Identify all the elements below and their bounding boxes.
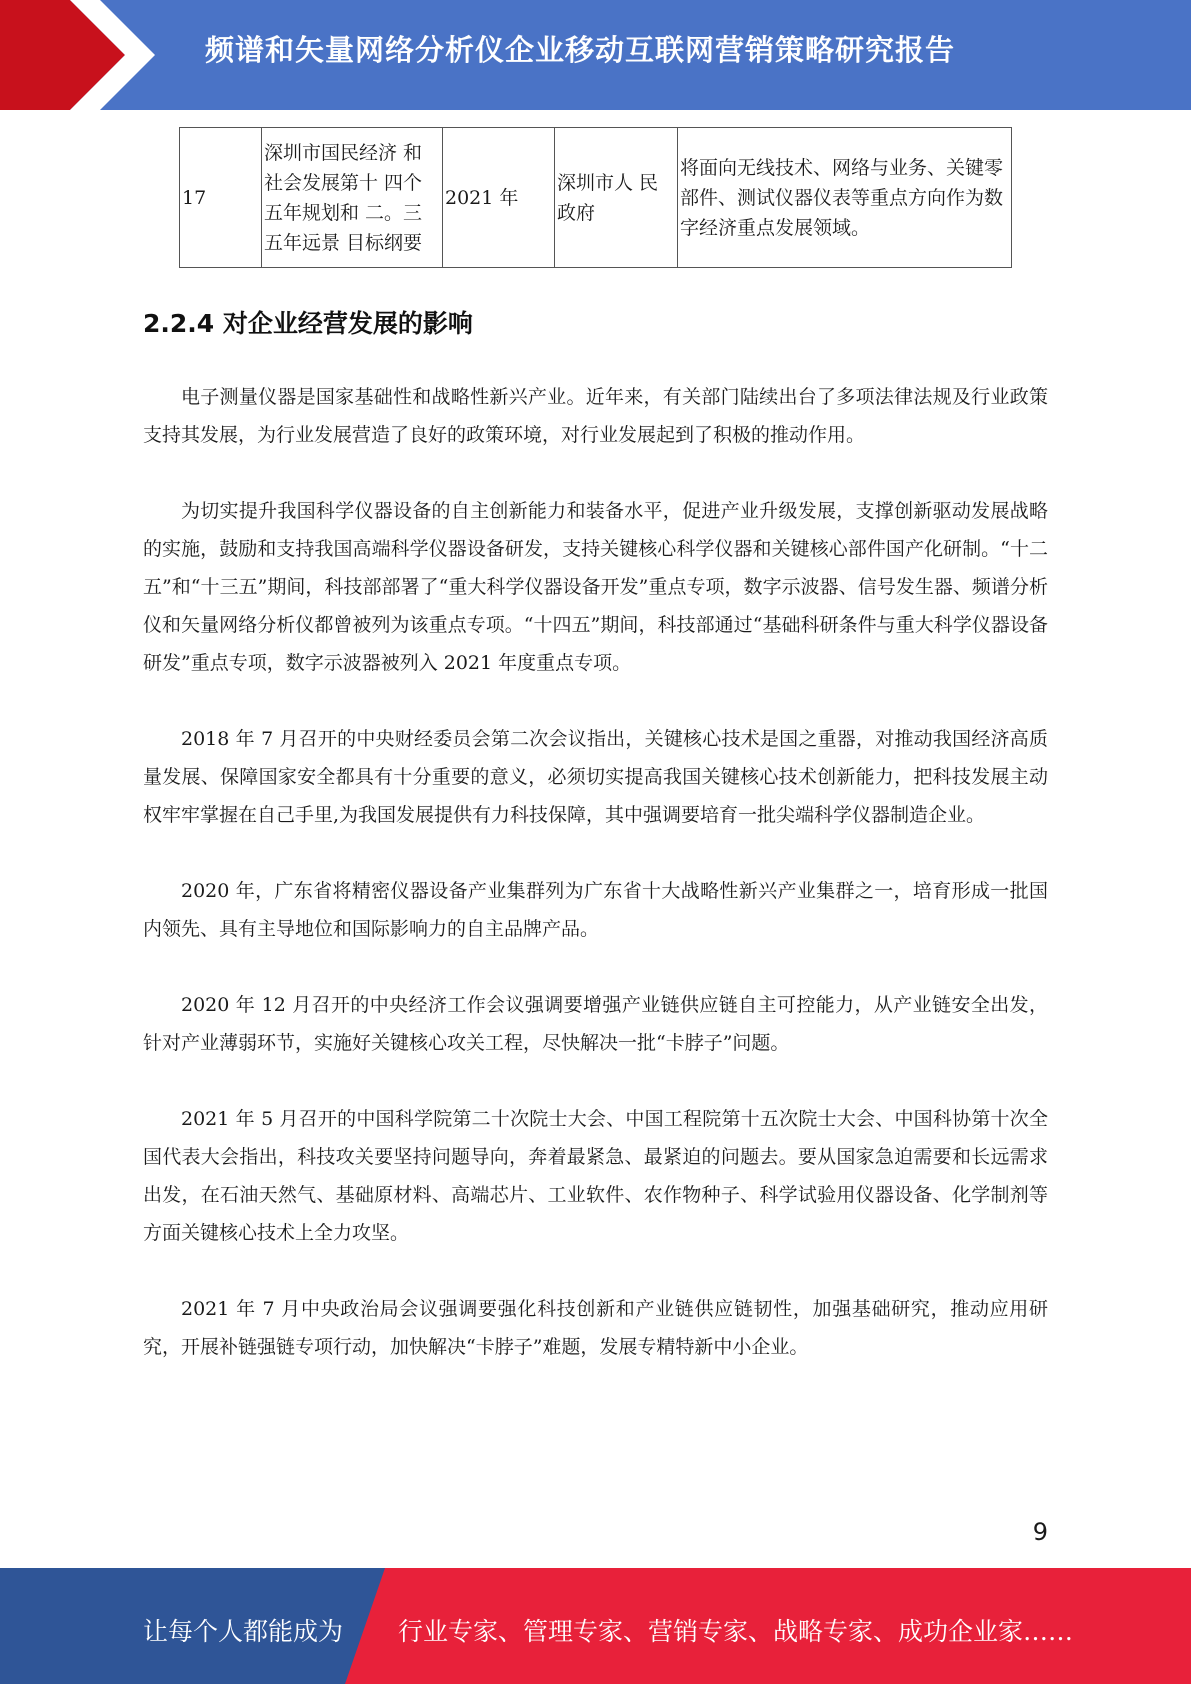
- policy-table: [179, 127, 1012, 268]
- footer-slogan-left: 让每个人都能成为: [143, 1617, 344, 1646]
- paragraph: 2021 年 7 月中央政治局会议强调要强化科技创新和产业链供应链韧性，加强基础研究，推动应用研究，开展补链强链专项行动，加快解决“卡脖子”难题，发展专精特新中小企业。: [143, 1298, 1048, 1358]
- report-title: 频谱和矢量网络分析仪企业移动互联网营销策略研究报告: [205, 33, 956, 67]
- header-arrow-decoration: [0, 0, 160, 110]
- paragraph: 2021 年 5 月召开的中国科学院第二十次院士大会、中国工程院第十五次院士大会、中国科协第十次全国代表大会指出，科技攻关要坚持问题导向，奔着最紧急、最紧迫的问题去。要从国家急迫需要和长远需求出发，在石油天然气、基础原材料、高端芯片、工业软件、农作物种子、科学试验用仪器设备、化学制剂等方面关键核心技术上全力攻坚。: [143, 1108, 1048, 1244]
- policy-content: 将面向无线技术、网络与业务、关键零部件、测试仪器仪表等重点方向作为数字经济重点发展领域。: [678, 128, 1012, 268]
- section-body: [143, 378, 1048, 1404]
- footer-slogan-right: 行业专家、管理专家、营销专家、战略专家、成功企业家……: [398, 1617, 1074, 1646]
- paragraph: 2020 年 12 月召开的中央经济工作会议强调要增强产业链供应链自主可控能力，从产业链安全出发，针对产业薄弱环节，实施好关键核心攻关工程，尽快解决一批“卡脖子”问题。: [143, 994, 1048, 1054]
- table-row: [180, 128, 1012, 268]
- policy-name: 深圳市国民经济 和社会发展第十 四个五年规划和 二。三五年远景 目标纲要: [262, 128, 443, 268]
- paragraph: 电子测量仪器是国家基础性和战略性新兴产业。近年来，有关部门陆续出台了多项法律法规及行业政策支持其发展，为行业发展营造了良好的政策环境，对行业发展起到了积极的推动作用。: [143, 386, 1048, 446]
- row-index: 17: [180, 128, 262, 268]
- paragraph: 为切实提升我国科学仪器设备的自主创新能力和装备水平，促进产业升级发展，支撑创新驱动发展战略的实施，鼓励和支持我国高端科学仪器设备研发，支持关键核心科学仪器和关键核心部件国产化研制。“十二五”和“十三五”期间，科技部部署了“重大科学仪器设备开发”重点专项，数字示波器、信号发生器、频谱分析仪和矢量网络分析仪都曾被列为该重点专项。“十四五”期间，科技部通过“基础科研条件与重大科学仪器设备研发”重点专项，数字示波器被列入 2021 年度重点专项。: [143, 500, 1048, 674]
- paragraph: 2020 年，广东省将精密仪器设备产业集群列为广东省十大战略性新兴产业集群之一，培育形成一批国内领先、具有主导地位和国际影响力的自主品牌产品。: [143, 880, 1048, 940]
- section-heading: 2.2.4 对企业经营发展的影响: [143, 309, 473, 338]
- issuing-authority: 深圳市人 民政府: [555, 128, 678, 268]
- paragraph: 2018 年 7 月召开的中央财经委员会第二次会议指出，关键核心技术是国之重器，对推动我国经济高质量发展、保障国家安全都具有十分重要的意义，必须切实提高我国关键核心技术创新能力，把科技发展主动权牢牢掌握在自己手里,为我国发展提供有力科技保障，其中强调要培育一批尖端科学仪器制造企业。: [143, 728, 1048, 826]
- issue-year: 2021 年: [443, 128, 555, 268]
- page-header: [0, 0, 1191, 110]
- page-number: 9: [1032, 1518, 1048, 1546]
